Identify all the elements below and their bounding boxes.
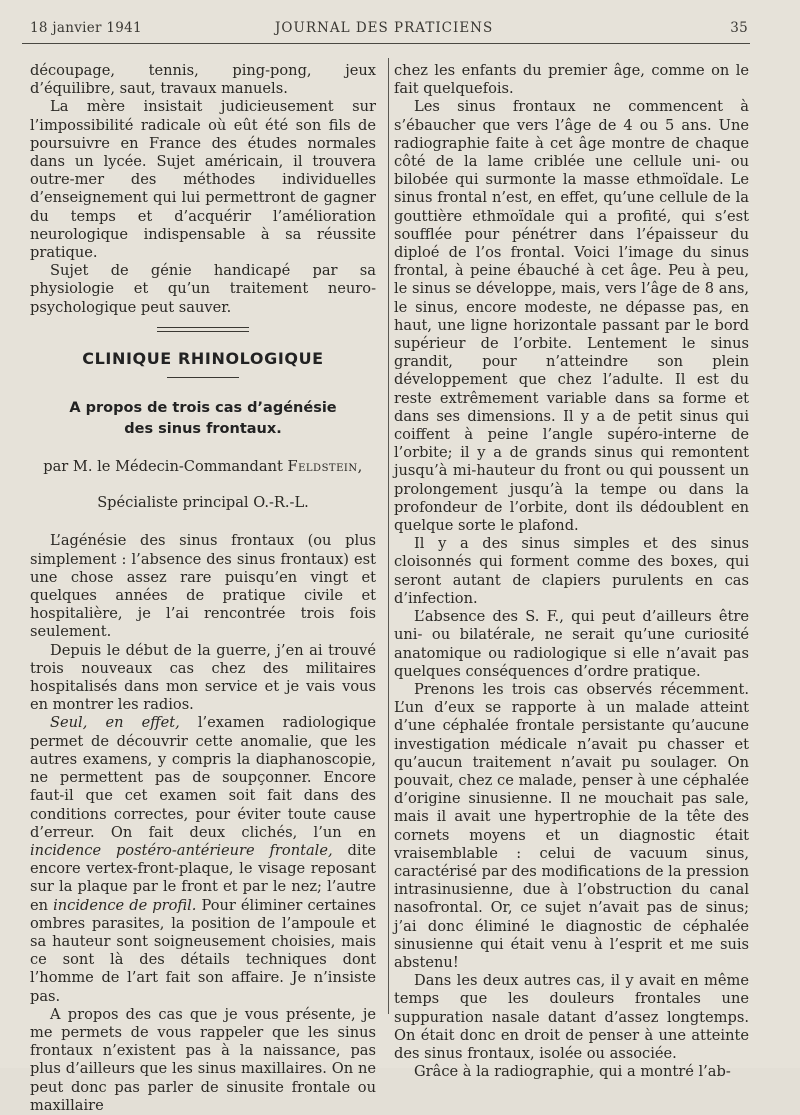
paragraph: A propos des cas que je vous présente, je me permets de vous rappeler que les sinus frontaux n’existent pas à la naissance, pas plus d’ailleurs que les sinus maxillaires. On ne peut donc pas parler de sinusite frontale ou maxillaire	[30, 1005, 376, 1114]
running-header	[30, 20, 748, 38]
paragraph: Sujet de génie handicapé par sa physiologie et qu’un traitement neuro-psychologique peut sauver.	[30, 262, 376, 316]
paragraph: L’absence des S. F., qui peut d’ailleurs être uni- ou bilatérale, ne serait qu’une curiosité anatomique ou radiologique si elle n’avait pas quelques conséquences d’ordre pratique.	[394, 608, 749, 680]
article-title-line: A propos de trois cas d’agénésie	[69, 400, 337, 417]
paragraph: Grâce à la radiographie, qui a montré l’ab-	[414, 1063, 731, 1081]
column-divider	[388, 58, 389, 1014]
text: dite encore vertex-front-plaque, le visage reposant sur la plaque par le front et par le nez; l’autre en	[30, 841, 376, 914]
paragraph: Depuis le début de la guerre, j’en ai trouvé trois nouveaux cas chez des militaires hospitalisés dans mon service et je vais vous en montrer les radios.	[30, 641, 376, 714]
section-divider-double	[157, 327, 249, 332]
section-title: CLINIQUE RHINOLOGIQUE	[82, 348, 324, 368]
italic-text: Seul, en effet,	[50, 714, 180, 732]
header-page-number: 35	[730, 20, 748, 36]
paragraph: Les sinus frontaux ne commencent à s’ébaucher que vers l’âge de 4 ou 5 ans. Une radiographie faite à cet âge montre de chaque côté de la lame criblée une cellule uni- ou bilobée qui surmonte la masse ethmoïdale. Le sinus frontal n’est, en effet, qu’une cellule de la gouttière ethmoïdale qui a profité, qui s’est soufflée pour pénétrer dans l’épaisseur du diploé de l’os frontal. Voici l’image du sinus frontal, à peine ébauché à cet âge. Peu à peu, le sinus se développe, mais, vers l’âge de 8 ans, le sinus, encore modeste, ne dépasse pas, en haut, une ligne horizontale passant par le bord supérieur de l’orbite. Lentement le sinus grandit, pour n’atteindre son plein développement que chez l’adulte. Il est du reste extrêmement variable dans sa forme et dans ses dimensions. Il y a de petit sinus qui coiffent à peine l’angle supéro-interne de l’orbite; il y a de grands sinus qui remontent jusqu’à mi-hauteur du front ou qui poussent un prolongement jusqu’à la tempe ou dans la profondeur de l’orbite, dont ils dédoublent en quelque sorte le plafond.	[394, 98, 749, 535]
header-date: 18 janvier 1941	[30, 20, 142, 36]
header-journal-title: JOURNAL DES PRATICIENS	[275, 20, 494, 36]
byline	[30, 458, 376, 476]
text: l’examen radiologique permet de découvrir cette anomalie, que les autres examens, y compris la diaphanoscopie, ne permettent pas de soupçonner. Encore faut-il que cet examen soit fait dans des conditions correctes, pour éviter toute cause d’erreur. On fait deux clichés, l’un en	[30, 714, 376, 841]
paragraph: Dans les deux autres cas, il y avait en même temps que les douleurs frontales une suppuration nasale datant d’assez longtemps. On était donc en droit de penser à une atteinte des sinus frontaux, isolée ou associée.	[394, 972, 749, 1062]
paragraph: La mère insistait judicieusement sur l’impossibilité radicale où eût été son fils de poursuivre en France des études normales dans un lycée. Sujet américain, il trouvera outre-mer des méthodes individuelles d’enseignement qui lui permettront de gagner du temps et d’acquérir l’amélioration neurologique indispensable à sa réussite pratique.	[30, 98, 376, 262]
paragraph: Il y a des sinus simples et des sinus cloisonnés qui forment comme des boxes, qui seront autant de clapiers purulents en cas d’infection.	[394, 535, 749, 607]
article-title-line: des sinus frontaux.	[124, 421, 282, 438]
byline-author: Feldstein,	[287, 458, 363, 476]
left-column	[30, 62, 376, 1115]
right-column	[394, 62, 749, 1081]
text: Pour éliminer certaines ombres parasites, la position de l’ampoule et sa hauteur sont soigneusement choisies, mais ce sont là des détails techniques dont l’homme de l’art fait son affaire. Je n’insiste pas.	[30, 896, 376, 1005]
italic-text: incidence de profil.	[53, 896, 197, 914]
paragraph: L’agénésie des sinus frontaux (ou plus simplement : l’absence des sinus frontaux) est une chose assez rare puisqu’en vingt et quelques années de pratique civile et hospitalière, je l’ai rencontrée trois fois seulement.	[30, 532, 376, 641]
paragraph: découpage, tennis, ping-pong, jeux d’équilibre, saut, travaux manuels.	[30, 62, 376, 98]
byline-prefix: par M. le Médecin-Commandant	[43, 458, 288, 476]
author-specialty: Spécialiste principal O.-R.-L.	[97, 494, 309, 512]
paragraph	[30, 714, 376, 1005]
paragraph: chez les enfants du premier âge, comme on le fait quelquefois.	[394, 62, 749, 98]
article-title	[30, 398, 376, 440]
header-rule	[22, 43, 750, 44]
italic-text: incidence postéro-antérieure frontale,	[30, 841, 333, 859]
paragraph: Prenons les trois cas observés récemment. L’un d’eux se rapporte à un malade atteint d’une céphalée frontale persistante qu’aucune investigation médicale n’avait pu chasser et qu’aucun traitement n’avait pu soulager. On pouvait, chez ce malade, penser à une céphalée d’origine sinusienne. Il ne mouchait pas sale, mais il avait une hypertrophie de la tête des cornets moyens et un diagnostic était vraisemblable : celui de vacuum sinus, caractérisé par des modifications de la pression intrasinusienne, due à l’obstruction du canal nasofrontal. Or, ce sujet n’avait pas de sinus; j’ai donc éliminé le diagnostic de céphalée sinusienne qui était venu à l’esprit et me suis abstenu!	[394, 680, 749, 971]
section-divider-single	[167, 377, 239, 378]
